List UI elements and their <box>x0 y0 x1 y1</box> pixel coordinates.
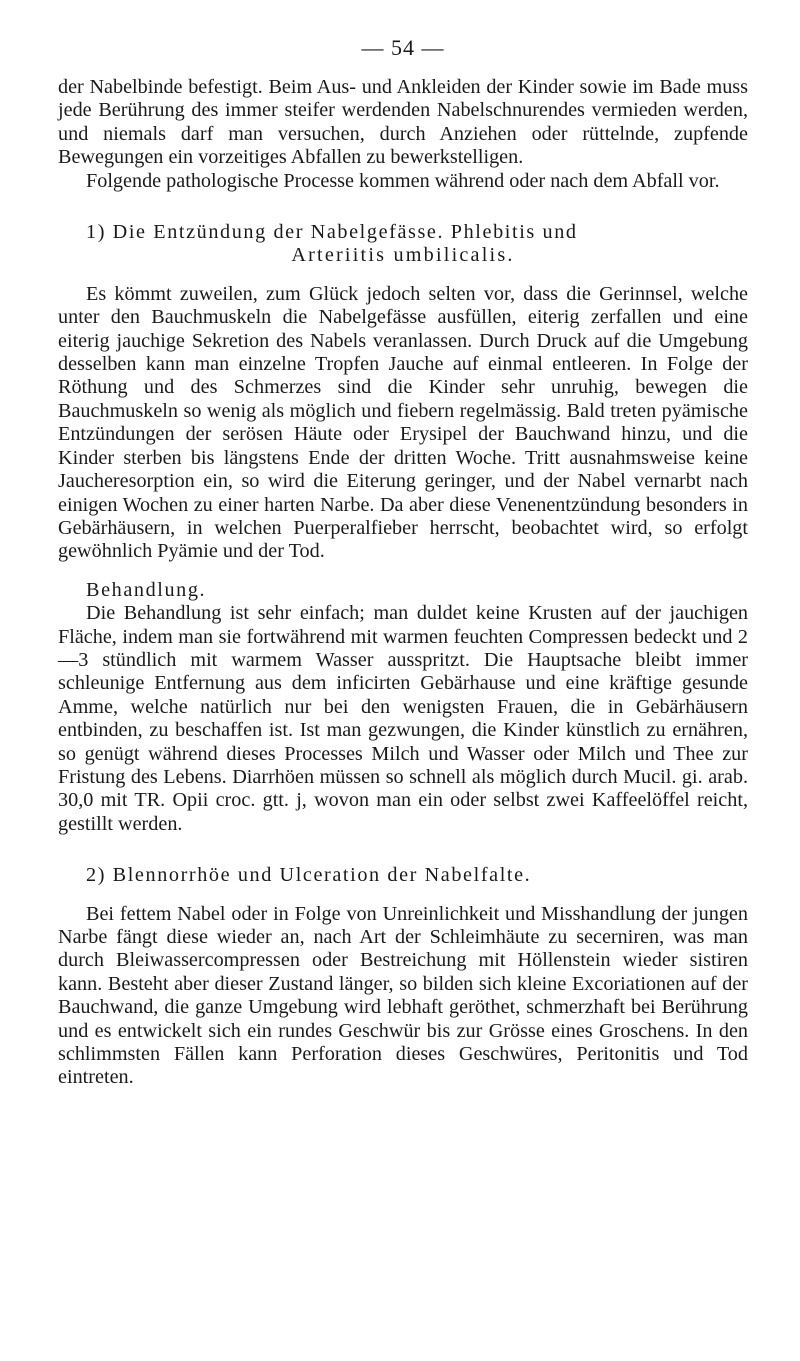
section-1-paragraph-2: Die Behandlung ist sehr einfach; man duldet keine Krusten auf der jauchigen Fläche, indem man sie fortwährend mit warmen feuchten Compressen bedeckt und 2—3 stündlich mit warmem Wasser ausspritzt. Die Hauptsache bleibt immer schleunige Entfernung aus dem inficirten Gebärhause und eine kräftige gesunde Amme, welche natürlich nur bei den wenigsten Frauen, die in Gebärhäusern entbinden, zu beschaffen ist. Ist man gezwungen, die Kinder künstlich zu ernähren, so genügt während dieses Processes Milch und Wasser oder Milch und Thee zur Fristung des Lebens. Diarrhöen müssen so schnell als möglich durch Mucil. gi. arab. 30,0 mit TR. Opii croc. gtt. j, wovon man ein oder selbst zwei Kaffeelöffel reicht, gestillt werden. <box>58 602 748 835</box>
section-2-heading: 2) Blennorrhöe und Ulceration der Nabelfalte. <box>86 864 532 887</box>
section-1-heading-line-2: Arteriitis umbilicalis. <box>291 244 515 267</box>
spacer <box>58 268 748 283</box>
spacer <box>58 836 748 864</box>
spacer <box>58 888 748 903</box>
spacer <box>58 193 748 221</box>
book-page <box>58 34 748 1090</box>
section-1-paragraph-1: Es kömmt zuweilen, zum Glück jedoch selten vor, dass die Gerinnsel, welche unter den Bauchmuskeln die Nabelgefässe ausfüllen, eiterig zerfallen und eine eiterig jauchige Sekretion des Nabels veranlassen. Durch Druck auf die Umgebung desselben kann man einzelne Tropfen Jauche auf einmal entleeren. In Folge der Röthung und des Schmerzes sind die Kinder sehr unruhig, bewegen die Bauchmuskeln so wenig als möglich und fiebern regelmässig. Bald treten pyämische Entzündungen der serösen Häute oder Erysipel der Bauchwand hinzu, und die Kinder sterben bis längstens Ende der dritten Woche. Tritt ausnahmsweise keine Jaucheresorption ein, so wird die Eiterung geringer, und der Nabel vernarbt nach einigen Wochen zu einer harten Narbe. Da aber diese Venenentzündung besonders in Gebärhäusern, in welchen Puerperalfieber herrscht, beobachtet wird, so erfolgt gewöhnlich Pyämie und der Tod. <box>58 282 748 563</box>
intro-paragraph-1: der Nabelbinde befestigt. Beim Aus- und Ankleiden der Kinder sowie im Bade muss jede Berührung des immer steifer werdenden Nabelschnurendes vermieden werden, und niemals darf man versuchen, durch Anziehen oder rüttelnde, zupfende Bewegungen ein vorzeitiges Abfallen zu bewerkstelligen. <box>58 76 748 169</box>
treatment-heading: Behandlung. <box>86 578 207 601</box>
spacer <box>58 564 748 579</box>
page-number: — 54 — <box>361 35 445 60</box>
section-1-heading-line-1: 1) Die Entzündung der Nabelgefässe. Phlebitis und <box>86 221 578 244</box>
intro-paragraph-2: Folgende pathologische Processe kommen während oder nach dem Abfall vor. <box>86 169 720 192</box>
section-2-paragraph-1: Bei fettem Nabel oder in Folge von Unreinlichkeit und Misshandlung der jungen Narbe fängt diese wieder an, nach Art der Schleimhäute zu secerniren, was man durch Bleiwassercompressen oder Bestreichung mit Höllenstein wieder sistiren kann. Besteht aber dieser Zustand länger, so bilden sich kleine Excoriationen auf der Bauchwand, die ganze Umgebung wird lebhaft geröthet, schmerzhaft bei Berührung und es entwickelt sich ein rundes Geschwür bis zur Grösse eines Groschens. In den schlimmsten Fällen kann Perforation dieses Geschwüres, Peritonitis und Tod eintreten. <box>58 902 748 1089</box>
